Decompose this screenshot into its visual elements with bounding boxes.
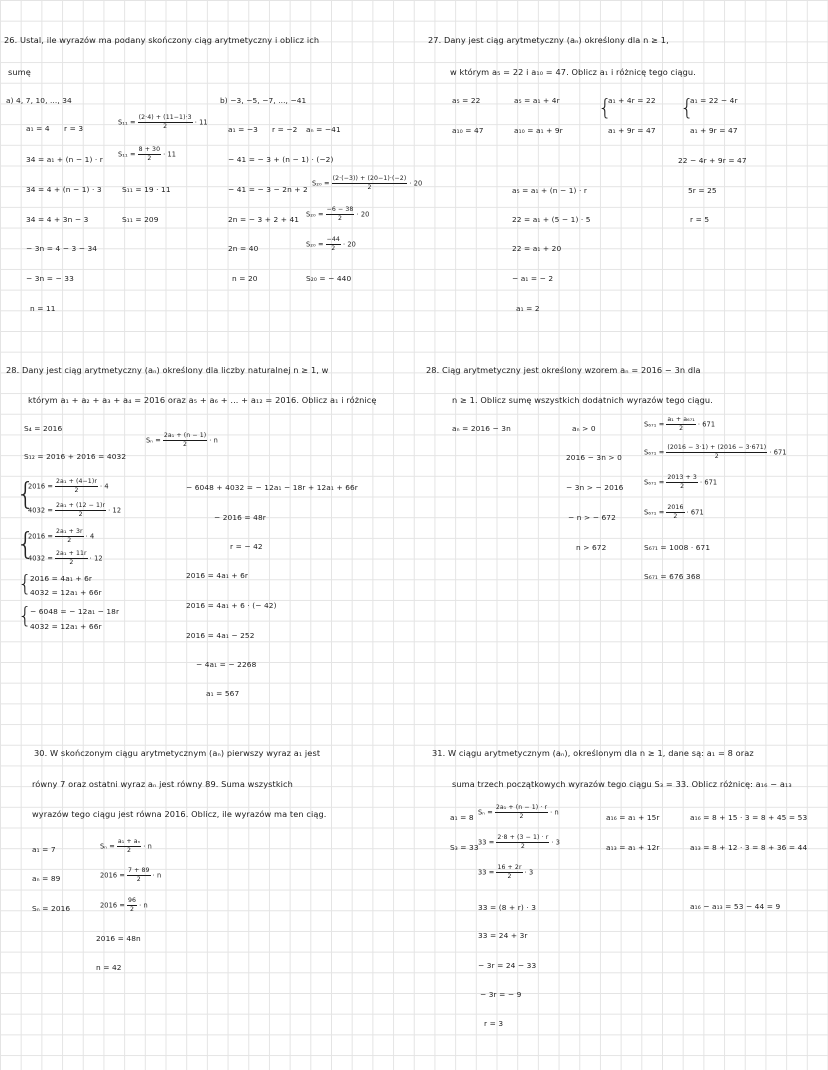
math-line: a₁₆ = a₁ + 15r [606,813,660,822]
math-line: 4032 = $\frac{\text{2a₁ + 11r}}{2}$ · 12 [28,550,103,566]
math-line: Sₙ = $\frac{\text{2a₁ + (n − 1)}}{2}$ · n [146,432,218,448]
problem-title: n ≥ 1. Oblicz sumę wszystkich dodatnich wyrazów tego ciągu. [452,395,713,405]
math-line: S₆₇₁ = 676 368 [644,572,701,581]
system-brace: { [18,572,32,597]
math-line: aₙ = 89 [32,874,61,883]
math-line: 4032 = 12a₁ + 66r [30,622,102,631]
math-line: 2016 = 4a₁ − 252 [186,631,255,640]
math-line: S₆₇₁ = $\frac{\text{a₁ + a₆₇₁}}{2}$ · 671 [644,416,716,432]
system-brace: { [16,527,36,562]
math-line: S₁₂ = 2016 + 2016 = 4032 [24,452,127,461]
math-line: 2016 = 48n [96,934,141,943]
math-line: a₁ = 7 [32,845,56,854]
math-line: − 3n = 4 − 3 − 34 [26,244,98,253]
math-line: Sₙ = $\frac{\text{a₁ + aₙ}}{2}$ · n [100,838,152,854]
math-line: 2016 = $\frac{\text{2a₁ + (4−1)r}}{2}$ · 4 [28,478,109,494]
math-line: 33 = $\frac{16 + 2r}{2}$ · 3 [478,864,534,880]
math-line: r = − 42 [230,542,263,551]
math-line: 22 − 4r + 9r = 47 [678,156,747,165]
problem-title: suma trzech początkowych wyrazów tego ciągu S₃ = 33. Oblicz różnicę: a₁₆ − a₁₃ [452,779,792,789]
math-line: 34 = 4 + 3n − 3 [26,215,89,224]
math-line: 33 = 24 + 3r [478,931,528,940]
math-line: 4032 = 12a₁ + 66r [30,588,102,597]
math-line: r = 3 [64,124,84,133]
problem-title: wyrazów tego ciągu jest równa 2016. Oblicz, ile wyrazów ma ten ciąg. [32,809,327,819]
math-line: 2016 = $\frac{\text{2a₁ + 3r}}{2}$ · 4 [28,528,95,544]
math-line: n = 20 [232,274,258,283]
math-line: n = 42 [96,963,122,972]
math-line: a₁ = 4 [26,124,50,133]
math-line: a₁₀ = a₁ + 9r [514,126,563,135]
math-line: a₁ + 9r = 47 [608,126,656,135]
math-line: S₁₁ = $\frac{8 + 30}{2}$ · 11 [118,146,177,162]
math-line: a₅ = a₁ + (n − 1) · r [512,186,587,195]
math-line: a₅ = a₁ + 4r [514,96,560,105]
math-line: a₁₃ = a₁ + 12r [606,843,660,852]
math-line: a₁ = 8 [450,813,474,822]
math-line: − 3r = − 9 [480,990,522,999]
math-line: r = −2 [272,125,298,134]
math-line: aₙ > 0 [572,424,596,433]
math-line: a₁₆ − a₁₃ = 53 − 44 = 9 [690,902,781,911]
problem-title: równy 7 oraz ostatni wyraz aₙ jest równy 89. Suma wszystkich [32,779,293,789]
math-line: a₁₆ = 8 + 15 · 3 = 8 + 45 = 53 [690,813,808,822]
math-line: a₅ = 22 [452,96,481,105]
math-line: 33 = $\frac{2\cdot 8 + (3 - 1) \cdot r}{2}$ · 3 [478,834,561,850]
math-line: 2016 = $\frac{96}{2}$ · n [100,897,148,913]
math-line: 2n = − 3 + 2 + 41 [228,215,300,224]
math-line: S₆₇₁ = $\frac{2013 + 3}{2}$ · 671 [644,474,718,490]
math-line: S₁₁ = 19 · 11 [122,185,171,194]
math-line: S₁₁ = $\frac{(2\cdot 4) + (11-1)\cdot 3}{2}$ · 11 [118,114,208,130]
problem-title: 26. Ustal, ile wyrazów ma podany skończony ciąg arytmetyczny i oblicz ich [4,35,320,45]
math-line: S₂₀ = − 440 [306,274,352,283]
math-line: 22 = a₁ + 20 [512,244,562,253]
system-brace: { [598,96,612,121]
system-brace: { [680,96,694,121]
math-line: r = 5 [690,215,710,224]
math-line: 2016 − 3n > 0 [566,453,622,462]
math-line: a₁₃ = 8 + 12 · 3 = 8 + 36 = 44 [690,843,808,852]
problem-title: którym a₁ + a₂ + a₃ + a₄ = 2016 oraz a₅ + a₆ + ... + a₁₂ = 2016. Oblicz a₁ i różnicę [28,395,377,405]
math-line: a₁ = −3 [228,125,258,134]
math-line: a₁ + 4r = 22 [608,96,656,105]
math-line: 5r = 25 [688,186,717,195]
problem-title: 30. W skończonym ciągu arytmetycznym (aₙ) pierwszy wyraz a₁ jest [34,748,321,758]
math-line: − 4a₁ = − 2268 [196,660,257,669]
math-line: 2016 = 4a₁ + 6r [30,574,93,583]
math-line: r = 3 [484,1019,504,1028]
math-line: − 6048 = − 12a₁ − 18r [30,607,120,616]
problem-title: sumę [8,67,31,77]
math-line: aₙ = −41 [306,125,341,134]
math-line: Sₙ = $\frac{\text{2a₁ + (n − 1) · r}}{2}$ · n [478,804,559,820]
math-line: − 41 = − 3 − 2n + 2 [228,185,308,194]
math-line: aₙ = 2016 − 3n [452,424,511,433]
math-line: 2016 = $\frac{7 + 89}{2}$ · n [100,867,162,883]
part-heading: a) 4, 7, 10, ..., 34 [6,96,72,105]
system-brace: { [18,604,32,629]
math-line: n = 11 [30,304,56,313]
math-line: 4032 = $\frac{\text{2a₁ + (12 − 1)r}}{2}$ · 12 [28,502,122,518]
math-line: Sₙ = 2016 [32,904,71,913]
math-line: S₂₀ = $\frac{-44}{2}$ · 20 [306,236,356,252]
math-line: S₆₇₁ = $\frac{(2016 - 3\cdot 1) + (2016 - 3\cdot 671)}{2}$ · 671 [644,444,787,460]
math-line: a₁ + 9r = 47 [690,126,738,135]
math-line: 33 = (8 + r) · 3 [478,903,537,912]
part-heading: b) −3, −5, −7, ..., −41 [220,96,307,105]
math-line: S₆₇₁ = $\frac{2016}{2}$ · 671 [644,504,704,520]
math-line: S₄ = 2016 [24,424,63,433]
math-line: a₁ = 22 − 4r [690,96,738,105]
problem-title: 28. Dany jest ciąg arytmetyczny (aₙ) określony dla liczby naturalnej n ≥ 1, w [6,365,329,375]
problem-title: 27. Dany jest ciąg arytmetyczny (aₙ) określony dla n ≥ 1, [428,35,669,45]
math-line: a₁ = 567 [206,689,240,698]
problem-title: 28. Ciąg arytmetyczny jest określony wzorem aₙ = 2016 − 3n dla [426,365,701,375]
math-line: 2016 = 4a₁ + 6r [186,571,249,580]
math-line: − 6048 + 4032 = − 12a₁ − 18r + 12a₁ + 66r [186,483,358,492]
math-line: a₁ = 2 [516,304,540,313]
problem-title: w którym a₅ = 22 i a₁₀ = 47. Oblicz a₁ i różnicę tego ciągu. [450,67,696,77]
math-line: 34 = a₁ + (n − 1) · r [26,155,103,164]
math-line: n > 672 [576,543,607,552]
math-line: − n > − 672 [568,513,616,522]
math-line: 2016 = 4a₁ + 6 · (− 42) [186,601,277,610]
math-line: − 41 = − 3 + (n − 1) · (−2) [228,155,334,164]
math-line: − 3n > − 2016 [566,483,624,492]
math-line: 2n = 40 [228,244,259,253]
math-line: S₃ = 33 [450,843,479,852]
problem-title: 31. W ciągu arytmetycznym (aₙ), określonym dla n ≥ 1, dane są: a₁ = 8 oraz [432,748,754,758]
math-line: − 3n = − 33 [26,274,74,283]
math-line: 22 = a₁ + (5 − 1) · 5 [512,215,591,224]
system-brace: { [16,477,36,512]
math-line: 34 = 4 + (n − 1) · 3 [26,185,102,194]
math-line: S₁₁ = 209 [122,215,159,224]
math-line: S₂₀ = $\frac{(2\cdot(-3)) + (20-1)\cdot(-2)}{2}$ · 20 [312,175,423,191]
math-line: − 2016 = 48r [214,513,266,522]
math-line: − 3r = 24 − 33 [478,961,537,970]
math-line: S₆₇₁ = 1008 · 671 [644,543,711,552]
math-line: − a₁ = − 2 [512,274,554,283]
math-line: S₂₀ = $\frac{-6 - 38}{2}$ · 20 [306,206,370,222]
math-line: a₁₀ = 47 [452,126,484,135]
